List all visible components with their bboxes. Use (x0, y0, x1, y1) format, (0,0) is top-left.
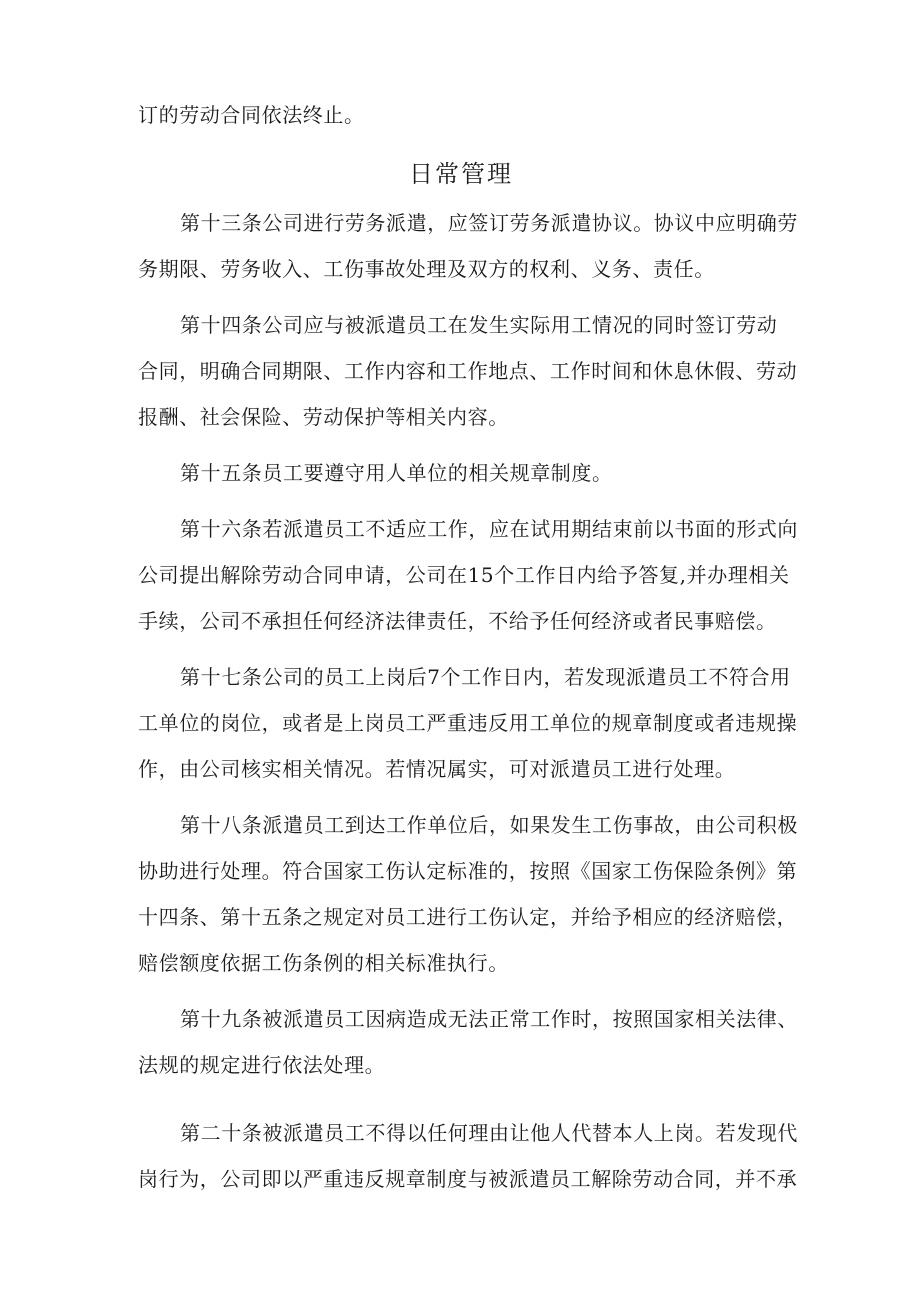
text-line: 务期限、劳务收入、工伤事故处理及双方的权利、义务、责任。 (138, 257, 715, 281)
text-line: 法规的规定进行依法处理。 (138, 1053, 386, 1077)
text-line: 合同，明确合同期限、工作内容和工作地点、工作时间和休息休假、劳动 (138, 359, 798, 383)
document-body (138, 92, 798, 1212)
paragraph-continuation (138, 92, 784, 138)
paragraph-article-20 (138, 1110, 798, 1202)
text-line: 第十五条员工要遵守用人单位的相关规章制度。 (180, 461, 613, 485)
text-line: 作，由公司核实相关情况。若情况属实，可对派遣员工进行处理。 (138, 757, 736, 781)
text-line: 公司提出解除劳动合同申请，公司在15个工作日内给予答复,并办理相关 (138, 563, 790, 587)
text-line: 第十八条派遣员工到达工作单位后，如果发生工伤事故，由公司积极 (180, 813, 798, 837)
paragraph-article-17 (138, 654, 798, 792)
text-line: 订的劳动合同依法终止。 (138, 103, 365, 127)
spacer (138, 1098, 784, 1110)
text-line: 手续，公司不承担任何经济法律责任，不给予任何经济或者民事赔偿。 (138, 609, 777, 633)
text-line: 工单位的岗位，或者是上岗员工严重违反用工单位的规章制度或者违规操 (138, 711, 798, 735)
paragraph-article-15 (138, 450, 784, 496)
section-title: 日常管理 (409, 160, 513, 188)
paragraph-article-14 (138, 302, 798, 440)
text-line: 岗行为，公司即以严重违反规章制度与被派遣员工解除劳动合同，并不承 (138, 1167, 798, 1191)
paragraph-article-13 (138, 200, 798, 292)
paragraph-article-19 (138, 996, 798, 1088)
text-line: 第十六条若派遣员工不适应工作，应在试用期结束前以书面的形式向 (180, 517, 798, 541)
text-line: 报酬、社会保险、劳动保护等相关内容。 (138, 405, 509, 429)
text-line: 第十四条公司应与被派遣员工在发生实际用工情况的同时签订劳动 (180, 313, 778, 337)
text-line: 赔偿额度依据工伤条例的相关标准执行。 (138, 951, 509, 975)
paragraph-article-18 (138, 802, 798, 986)
paragraph-article-16 (138, 506, 798, 644)
text-line: 协助进行处理。符合国家工伤认定标准的，按照《国家工伤保险条例》第 (138, 859, 798, 883)
text-line: 第十七条公司的员工上岗后7个工作日内，若发现派遣员工不符合用 (180, 665, 791, 689)
text-line: 第十三条公司进行劳务派遣，应签订劳务派遣协议。协议中应明确劳 (180, 211, 798, 235)
text-line: 第十九条被派遣员工因病造成无法正常工作时，按照国家相关法律、 (180, 1007, 798, 1031)
text-line: 第二十条被派遣员工不得以任何理由让他人代替本人上岗。若发现代 (180, 1121, 798, 1145)
text-line: 十四条、第十五条之规定对员工进行工伤认定，并给予相应的经济赔偿， (138, 905, 798, 929)
